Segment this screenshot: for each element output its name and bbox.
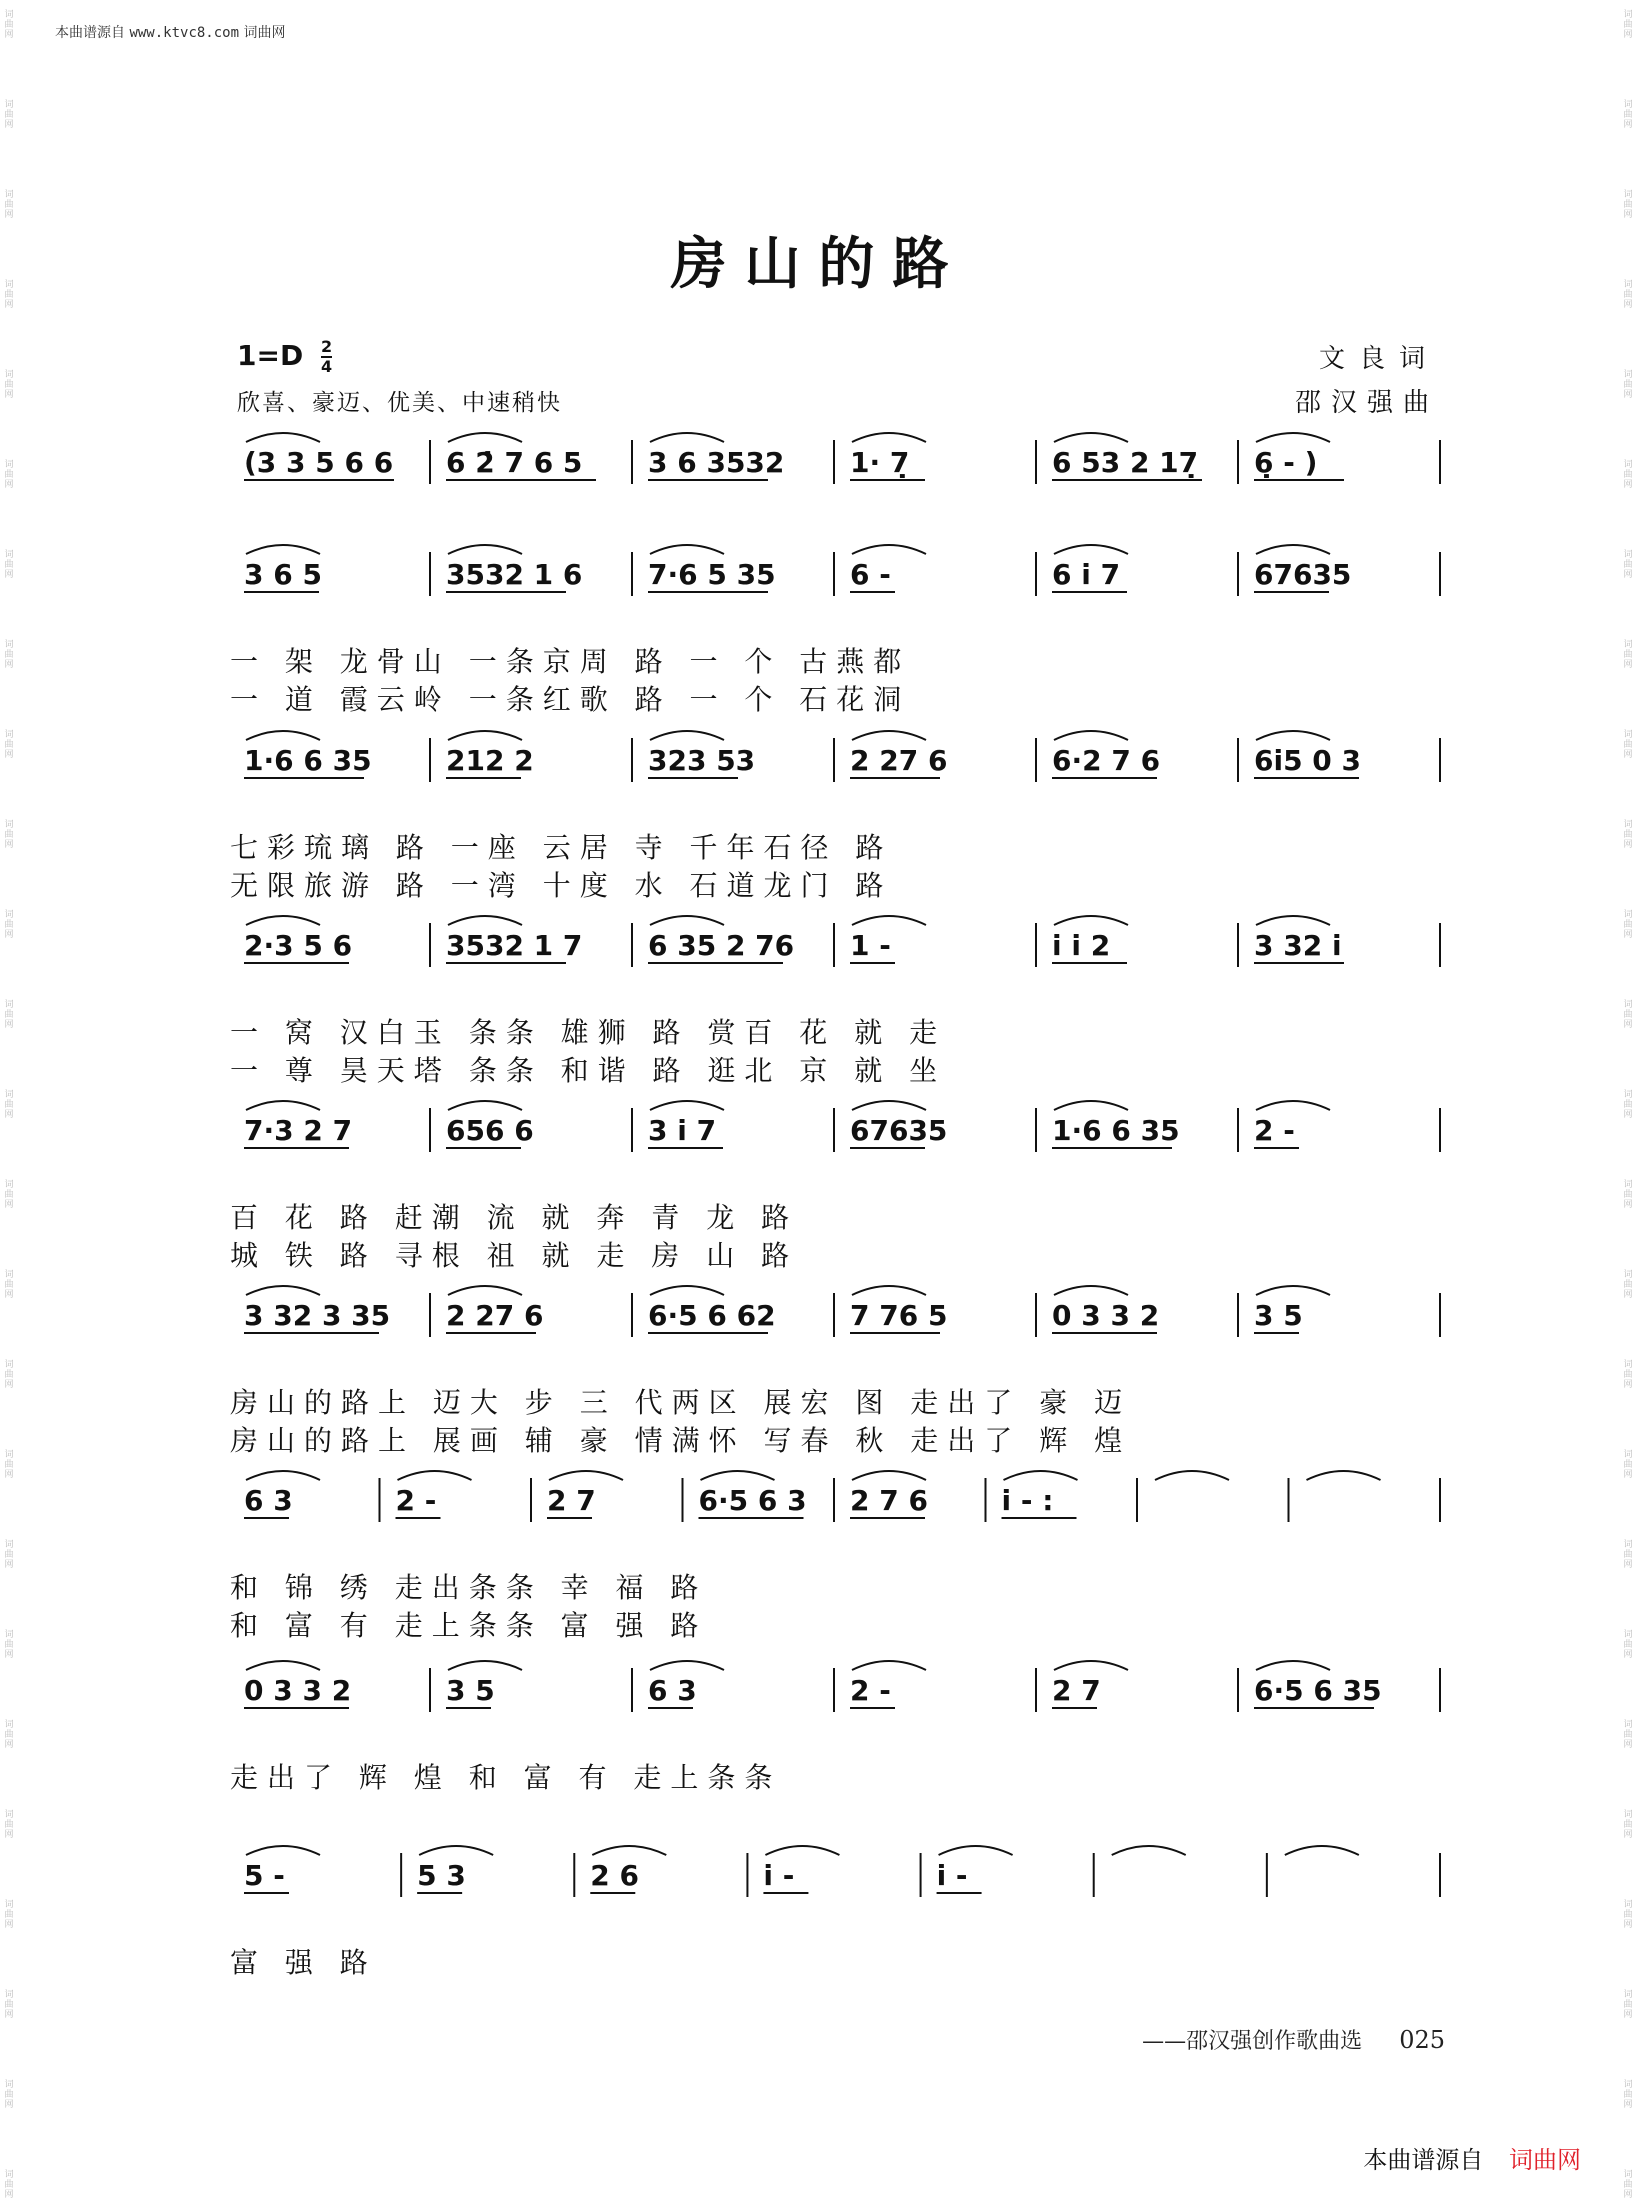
- side-strip-mark: 词曲网: [4, 460, 14, 490]
- side-strip-mark: 词曲网: [1623, 1630, 1633, 1660]
- slur-mark: [1054, 433, 1128, 442]
- slur-mark: [246, 1286, 320, 1295]
- measure-notes: 212 2: [446, 744, 534, 777]
- lyricist-credit: 文良词: [1318, 344, 1439, 374]
- side-strip-mark: 词曲网: [4, 1180, 14, 1210]
- left-margin-strip: [0, 0, 18, 2204]
- side-strip-mark: 词曲网: [1623, 730, 1633, 760]
- slur-mark: [1256, 731, 1330, 740]
- measure-notes: 3 6 3532: [648, 446, 785, 479]
- slur-mark: [1054, 1661, 1128, 1670]
- slur-mark: [852, 1101, 926, 1110]
- side-strip-mark: 词曲网: [1623, 1540, 1633, 1570]
- side-strip-mark: 词曲网: [4, 1540, 14, 1570]
- side-strip-mark: 词曲网: [4, 2080, 14, 2110]
- header-source: [55, 22, 285, 42]
- slur-mark: [1256, 1661, 1330, 1670]
- side-strip-mark: 词曲网: [4, 1090, 14, 1120]
- measure-notes: 6·2 7 6: [1052, 744, 1161, 777]
- measure-notes: 6 -: [850, 558, 891, 591]
- side-strip-mark: 词曲网: [1623, 550, 1633, 580]
- slur-mark: [1256, 545, 1330, 554]
- notation-line: [230, 446, 1442, 522]
- slur-mark: [1155, 1471, 1229, 1480]
- side-strip-mark: 词曲网: [1623, 1810, 1633, 1840]
- notation-line: [230, 1299, 1442, 1375]
- measure-notes: 2 7: [547, 1484, 596, 1517]
- lyrics-verse-1: 走出了 辉 煌 和 富 有 走上条条: [230, 1761, 782, 1794]
- measure-notes: 6i5 0 3: [1254, 744, 1362, 777]
- measure-notes: 6̣ - ): [1254, 446, 1318, 479]
- lyrics-verse-2: 一 尊 昊天塔 条条 和谐 路 逛北 京 就 坐: [230, 1054, 947, 1087]
- lyrics-verse-2: 房山的路上 展画 辅 豪 情满怀 写春 秋 走出了 辉 煌: [230, 1424, 1132, 1457]
- side-strip-mark: 词曲网: [4, 910, 14, 940]
- slur-mark: [1307, 1471, 1381, 1480]
- slur-mark: [650, 545, 724, 554]
- measure-notes: 2 -: [1254, 1114, 1295, 1147]
- slur-mark: [1256, 916, 1330, 925]
- song-title: 房山的路: [670, 231, 967, 297]
- watermark-label: 本曲谱源自: [1363, 2146, 1484, 2174]
- notation-svg: [230, 1440, 1442, 1560]
- side-strip-mark: 词曲网: [4, 190, 14, 220]
- measure-notes: 2 7: [1052, 1674, 1101, 1707]
- key-label: 1=D: [237, 339, 304, 372]
- measure-notes: 2 27 6: [446, 1299, 544, 1332]
- slur-mark: [448, 1101, 522, 1110]
- page-number: 025: [1399, 2026, 1445, 2054]
- measure-notes: 3 6 5: [244, 558, 322, 591]
- measure-notes: 3 5: [446, 1674, 495, 1707]
- slur-mark: [852, 916, 926, 925]
- measure-notes: 7·3 2 7: [244, 1114, 353, 1147]
- slur-mark: [1256, 433, 1330, 442]
- side-strip-mark: 词曲网: [1623, 190, 1633, 220]
- notation-line: [230, 1674, 1442, 1750]
- side-strip-mark: 词曲网: [4, 1450, 14, 1480]
- notation-line: [230, 1484, 1442, 1560]
- measure-notes: 656 6: [446, 1114, 534, 1147]
- side-strip-mark: 词曲网: [4, 1360, 14, 1390]
- notation-svg: [230, 1070, 1442, 1190]
- notation-line: [230, 744, 1442, 820]
- side-strip-mark: 词曲网: [4, 1720, 14, 1750]
- header-source-url[interactable]: www.ktvc8.com: [129, 25, 240, 41]
- slur-mark: [650, 1286, 724, 1295]
- measure-notes: i i 2: [1052, 929, 1111, 962]
- side-strip-mark: 词曲网: [1623, 2170, 1633, 2200]
- slur-mark: [448, 1286, 522, 1295]
- side-strip-mark: 词曲网: [4, 820, 14, 850]
- slur-mark: [701, 1471, 775, 1480]
- side-strip-mark: 词曲网: [4, 640, 14, 670]
- slur-mark: [448, 433, 522, 442]
- watermark: [1363, 2140, 1581, 2175]
- side-strip-mark: 词曲网: [1623, 1000, 1633, 1030]
- notation-svg: [230, 1255, 1442, 1375]
- side-strip-mark: 词曲网: [1623, 1450, 1633, 1480]
- measure-notes: 7·6 5 35: [648, 558, 776, 591]
- side-strip-mark: 词曲网: [1623, 460, 1633, 490]
- measure-notes: 67635: [1254, 558, 1352, 591]
- measure-notes: 67635: [850, 1114, 948, 1147]
- side-strip-mark: 词曲网: [1623, 370, 1633, 400]
- measure-notes: 0 3 3 2: [1052, 1299, 1160, 1332]
- slur-mark: [448, 916, 522, 925]
- slur-mark: [1112, 1846, 1186, 1855]
- slur-mark: [1256, 1286, 1330, 1295]
- slur-mark: [852, 1471, 926, 1480]
- side-strip-mark: 词曲网: [1623, 1180, 1633, 1210]
- measure-notes: 7 76 5: [850, 1299, 948, 1332]
- notation-svg: [230, 1815, 1442, 1935]
- side-strip-mark: 词曲网: [4, 1630, 14, 1660]
- key-signature: [237, 338, 332, 376]
- measure-notes: 2 7 6: [850, 1484, 928, 1517]
- measure-notes: 1 -: [850, 929, 891, 962]
- side-strip-mark: 词曲网: [1623, 10, 1633, 40]
- slur-mark: [246, 1471, 320, 1480]
- side-strip-mark: 词曲网: [1623, 1090, 1633, 1120]
- lyrics-verse-2: 无限旅游 路 一湾 十度 水 石道龙门 路: [230, 869, 893, 902]
- notation-line: [230, 929, 1442, 1005]
- right-margin-strip: [1619, 0, 1637, 2204]
- notation-svg: [230, 700, 1442, 820]
- time-signature: [321, 338, 332, 376]
- header-site-name[interactable]: 词曲网: [243, 25, 286, 41]
- slur-mark: [1054, 1101, 1128, 1110]
- measure-notes: 6·5 6 3: [698, 1484, 807, 1517]
- measure-notes: 6 35 2 76: [648, 929, 795, 962]
- notation-line: [230, 1859, 1442, 1935]
- composer-credit: 邵汉强曲: [1294, 388, 1439, 418]
- measure-notes: i -: [936, 1859, 968, 1892]
- slur-mark: [852, 1286, 926, 1295]
- side-strip-mark: 词曲网: [1623, 100, 1633, 130]
- measure-notes: 0 3 3 2: [244, 1674, 352, 1707]
- slur-mark: [398, 1471, 472, 1480]
- side-strip-mark: 词曲网: [1623, 1900, 1633, 1930]
- side-strip-mark: 词曲网: [4, 100, 14, 130]
- time-denominator: 4: [320, 357, 333, 376]
- slur-mark: [246, 1101, 320, 1110]
- lyrics-verse-1: 和 锦 绣 走出条条 幸 福 路: [230, 1571, 708, 1604]
- side-strip-mark: 词曲网: [4, 730, 14, 760]
- measure-notes: 5 -: [244, 1859, 285, 1892]
- slur-mark: [650, 1661, 724, 1670]
- side-strip-mark: 词曲网: [1623, 1990, 1633, 2020]
- slur-mark: [1256, 1101, 1330, 1110]
- measure-notes: 6 3: [648, 1674, 697, 1707]
- measure-notes: 5 3: [417, 1859, 466, 1892]
- side-strip-mark: 词曲网: [1623, 820, 1633, 850]
- side-strip-mark: 词曲网: [1623, 280, 1633, 310]
- lyrics-verse-1: 房山的路上 迈大 步 三 代两区 展宏 图 走出了 豪 迈: [230, 1386, 1132, 1419]
- notation-svg: [230, 885, 1442, 1005]
- lyrics-verse-1: 百 花 路 赶潮 流 就 奔 青 龙 路: [230, 1201, 799, 1234]
- measure-notes: 6 3: [244, 1484, 293, 1517]
- notation-line: [230, 558, 1442, 634]
- slur-mark: [246, 1661, 320, 1670]
- notation-svg: [230, 1630, 1442, 1750]
- slur-mark: [448, 731, 522, 740]
- lyrics-verse-1: 富 强 路: [230, 1946, 377, 1979]
- measure-notes: 2 6: [590, 1859, 640, 1892]
- lyrics-verse-1: 一 架 龙骨山 一条京周 路 一 个 古燕都: [230, 645, 911, 678]
- slur-mark: [852, 1661, 926, 1670]
- slur-mark: [1054, 916, 1128, 925]
- measure-notes: 3532 1 7: [446, 929, 583, 962]
- measure-notes: 6 i 7: [1052, 558, 1121, 591]
- side-strip-mark: 词曲网: [4, 1000, 14, 1030]
- slur-mark: [448, 1661, 522, 1670]
- side-strip-mark: 词曲网: [4, 550, 14, 580]
- side-strip-mark: 词曲网: [4, 1810, 14, 1840]
- slur-mark: [650, 433, 724, 442]
- side-strip-mark: 词曲网: [4, 370, 14, 400]
- notation-svg: [230, 402, 1442, 522]
- measure-notes: 6·5 6 35: [1254, 1674, 1382, 1707]
- measure-notes: 2 -: [395, 1484, 437, 1517]
- time-numerator: 2: [320, 337, 333, 356]
- lyrics-verse-2: 一 道 霞云岭 一条红歌 路 一 个 石花洞: [230, 683, 911, 716]
- slur-mark: [939, 1846, 1013, 1855]
- slur-mark: [246, 731, 320, 740]
- slur-mark: [246, 1846, 320, 1855]
- slur-mark: [852, 545, 926, 554]
- lyrics-verse-1: 七彩琉璃 路 一座 云居 寺 千年石径 路: [230, 831, 893, 864]
- slur-mark: [448, 545, 522, 554]
- side-strip-mark: 词曲网: [4, 1900, 14, 1930]
- side-strip-mark: 词曲网: [4, 1990, 14, 2020]
- slur-mark: [650, 916, 724, 925]
- slur-mark: [1054, 731, 1128, 740]
- lyrics-verse-1: 一 窝 汉白玉 条条 雄狮 路 赏百 花 就 走: [230, 1016, 947, 1049]
- tempo-marking: 欣喜、豪迈、优美、中速稍快: [237, 390, 562, 416]
- side-strip-mark: 词曲网: [1623, 640, 1633, 670]
- measure-notes: 3532 1 6: [446, 558, 583, 591]
- measure-notes: 1·6 6 35: [1052, 1114, 1180, 1147]
- side-strip-mark: 词曲网: [4, 1270, 14, 1300]
- slur-mark: [1004, 1471, 1078, 1480]
- notation-svg: [230, 514, 1442, 634]
- measure-notes: 6 2̇ 7 6 5: [446, 446, 583, 479]
- measure-notes: 2 -: [850, 1674, 891, 1707]
- measure-notes: 323 53: [648, 744, 756, 777]
- slur-mark: [1285, 1846, 1359, 1855]
- slur-mark: [1054, 1286, 1128, 1295]
- slur-mark: [419, 1846, 493, 1855]
- measure-notes: 6·5 6 62: [648, 1299, 776, 1332]
- side-strip-mark: 词曲网: [1623, 2080, 1633, 2110]
- side-strip-mark: 词曲网: [4, 2170, 14, 2200]
- slur-mark: [765, 1846, 839, 1855]
- measure-notes: i - :: [1001, 1484, 1054, 1517]
- measure-notes: 2 27 6: [850, 744, 948, 777]
- notation-line: [230, 1114, 1442, 1190]
- measure-notes: 3 i 7: [648, 1114, 717, 1147]
- page-footer: [1142, 2024, 1445, 2055]
- side-strip-mark: 词曲网: [4, 10, 14, 40]
- measure-notes: 2·3 5 6: [244, 929, 353, 962]
- slur-mark: [852, 433, 926, 442]
- footer-book-title: ——邵汉强创作歌曲选: [1142, 2029, 1363, 2054]
- slur-mark: [246, 545, 320, 554]
- measure-notes: 1· 7̣: [850, 446, 910, 479]
- slur-mark: [246, 433, 320, 442]
- measure-notes: 6 53 2 17̣: [1052, 446, 1199, 479]
- side-strip-mark: 词曲网: [1623, 910, 1633, 940]
- side-strip-mark: 词曲网: [1623, 1360, 1633, 1390]
- slur-mark: [1054, 545, 1128, 554]
- measure-notes: 3 32 3 35: [244, 1299, 391, 1332]
- measure-notes: (3 3 5 6 6: [244, 446, 394, 479]
- lyrics-verse-2: 和 富 有 走上条条 富 强 路: [230, 1609, 708, 1642]
- slur-mark: [650, 731, 724, 740]
- measure-notes: 3 5: [1254, 1299, 1303, 1332]
- slur-mark: [592, 1846, 666, 1855]
- slur-mark: [852, 731, 926, 740]
- side-strip-mark: 词曲网: [1623, 1720, 1633, 1750]
- measure-notes: 1·6 6 35: [244, 744, 372, 777]
- slur-mark: [246, 916, 320, 925]
- side-strip-mark: 词曲网: [1623, 1270, 1633, 1300]
- slur-mark: [549, 1471, 623, 1480]
- watermark-site[interactable]: 词曲网: [1509, 2146, 1581, 2174]
- slur-mark: [650, 1101, 724, 1110]
- header-source-label: 本曲谱源自: [55, 25, 125, 41]
- side-strip-mark: 词曲网: [4, 280, 14, 310]
- measure-notes: 3 32 i: [1254, 929, 1342, 962]
- lyrics-verse-2: 城 铁 路 寻根 祖 就 走 房 山 路: [230, 1239, 799, 1272]
- measure-notes: i -: [763, 1859, 795, 1892]
